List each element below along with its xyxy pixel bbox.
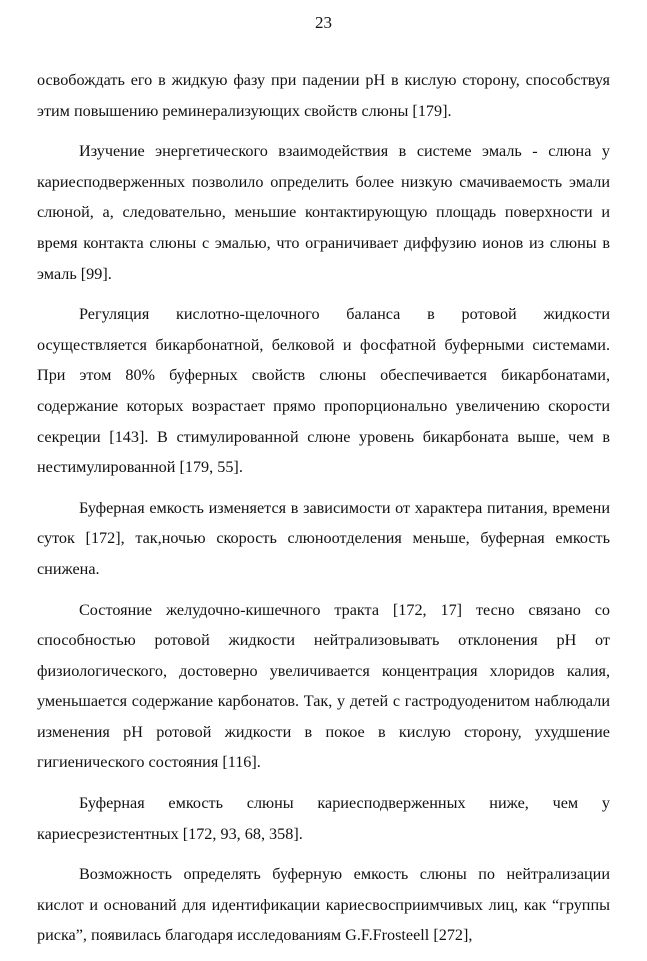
- paragraph-caries-buffer: Буферная емкость слюны кариесподверженных ниже, чем у кариесрезистентных [172, 93, 68, 358].: [37, 794, 610, 843]
- paragraph-energy-interaction: Изучение энергетического взаимодействия в системе эмаль - слюна у кариесподверженных позволило определить более низкую смачиваемость эмали слюной, а, следовательно, меньшие контактирующую площадь поверхности и время контакта слюны с эмалью, что ограничивает диффузию ионов из слюны в эмаль [99].: [37, 142, 610, 283]
- paragraph-risk-group: Возможность определять буферную емкость слюны по нейтрализации кислот и оснований для идентификации кариесвосприимчивых лиц, как “группы риска”, появилась благодаря исследованиям G.F.Frosteell [272],: [37, 865, 610, 945]
- paragraph-gastrointestinal: Состояние желудочно-кишечного тракта [172, 17] тесно связано со способностью ротовой жидкости нейтрализовывать отклонения pH от физиологического, достоверно увеличивается концентрация хлоридов калия, уменьшается содержание карбонатов. Так, у детей с гастродуоденитом наблюдали изменения pH ротовой жидкости в покое в кислую сторону, ухудшение гигиенического состояния [116].: [37, 600, 610, 772]
- paragraph-buffer-capacity-diet: Буферная емкость изменяется в зависимости от характера питания, времени суток [172], так,ночью скорость слюноотделения меньше, буферная емкость снижена.: [37, 498, 610, 578]
- document-body: [37, 65, 610, 961]
- page-number: 23: [315, 13, 332, 32]
- paragraph-acid-base-regulation: Регуляция кислотно-щелочного баланса в ротовой жидкости осуществляется бикарбонатной, белковой и фосфатной буферными системами. При этом 80% буферных свойств слюны обеспечивается бикарбонатами, содержание которых возрастает прямо пропорционально увеличению скорости секреции [143]. В стимулированной слюне уровень бикарбоната выше, чем в нестимулированной [179, 55].: [37, 305, 610, 477]
- paragraph-continuation: освобождать его в жидкую фазу при падении pH в кислую сторону, способствуя этим повышению реминерализующих свойств слюны [179].: [37, 71, 610, 120]
